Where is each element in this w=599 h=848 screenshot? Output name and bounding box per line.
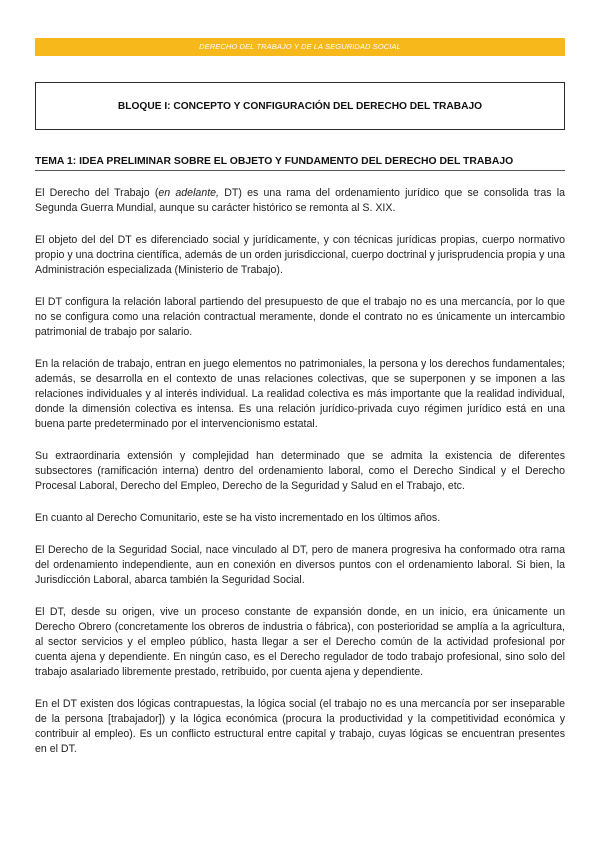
block-title-box	[35, 82, 565, 130]
paragraph-4: En la relación de trabajo, entran en juego elementos no patrimoniales, la persona y los derechos fundamentales; además, se desarrolla en el contexto de unas relaciones colectivas, que se superponen y se imponen a las relaciones individuales y al interés individual. La realidad colectiva es más importante que la realidad individual, donde la dimensión colectiva es intensa. Es una relación jurídico-privada cuyo régimen jurídico está en una buena parte predeterminado por el intervencionismo estatal.	[35, 358, 565, 430]
paragraph-1	[35, 186, 565, 216]
paragraph-1-text-b: DT) es una rama del ordenamiento jurídico que se consolida tras la Segunda Guerra Mundial, aunque su carácter histórico se remonta al S. XIX.	[35, 187, 565, 214]
paragraph-8: El DT, desde su origen, vive un proceso constante de expansión donde, en un inicio, era únicamente un Derecho Obrero (concretamente los obreros de industria o fábrica), con posterioridad se amplía a la agricultura, al sector servicios y el empleo público, hasta llegar a ser el Derecho común de la actividad profesional por cuenta ajena y dependiente. En ningún caso, es el Derecho regulador de todo trabajo profesional, sino solo del trabajo asalariado libremente prestado, retribuido, por cuenta ajena y dependiente.	[35, 606, 565, 678]
paragraph-6: En cuanto al Derecho Comunitario, este se ha visto incrementado en los últimos años.	[35, 512, 441, 524]
paragraph-3: El DT configura la relación laboral partiendo del presupuesto de que el trabajo no es una mercancía, por lo que no se configura como una relación contractual meramente, donde el contrato no es únicamente un intercambio patrimonial de trabajo por salario.	[35, 296, 565, 338]
topic-title: TEMA 1: IDEA PRELIMINAR SOBRE EL OBJETO Y FUNDAMENTO DEL DERECHO DEL TRABAJO	[35, 156, 565, 171]
document-body	[35, 186, 565, 774]
paragraph-2: El objeto del del DT es diferenciado social y jurídicamente, y con técnicas jurídicas propias, cuerpo normativo propio y una doctrina científica, además de un orden jurisdiccional, cuerpo doctrinal y jurisprudencia propia y una Administración especializada (Ministerio de Trabajo).	[35, 234, 565, 276]
paragraph-7: El Derecho de la Seguridad Social, nace vinculado al DT, pero de manera progresiva ha conformado otra rama del ordenamiento independiente, aun en conexión en diversos puntos con el ordenamiento laboral. Si bien, la Jurisdicción Laboral, abarca también la Seguridad Social.	[35, 544, 565, 586]
header-banner: DERECHO DEL TRABAJO Y DE LA SEGURIDAD SOCIAL	[35, 38, 565, 56]
paragraph-1-text-a: El Derecho del Trabajo (	[35, 187, 159, 199]
block-title: BLOQUE I: CONCEPTO Y CONFIGURACIÓN DEL DERECHO DEL TRABAJO	[117, 100, 483, 112]
paragraph-1-italic: en adelante,	[158, 187, 219, 199]
paragraph-9: En el DT existen dos lógicas contrapuestas, la lógica social (el trabajo no es una mercancía por ser inseparable de la persona [trabajador]) y la lógica económica (procura la productividad y la competitividad económica y contribuir al empleo). Es un conflicto estructural entre capital y trabajo, cuyas lógicas se encuentran presentes en el DT.	[35, 698, 565, 755]
paragraph-5: Su extraordinaria extensión y complejidad han determinado que se admita la existencia de diferentes subsectores (ramificación interna) dentro del ordenamiento laboral, como el Derecho Sindical y el Derecho Procesal Laboral, Derecho del Empleo, Derecho de la Seguridad y Salud en el Trabajo, etc.	[35, 450, 565, 492]
